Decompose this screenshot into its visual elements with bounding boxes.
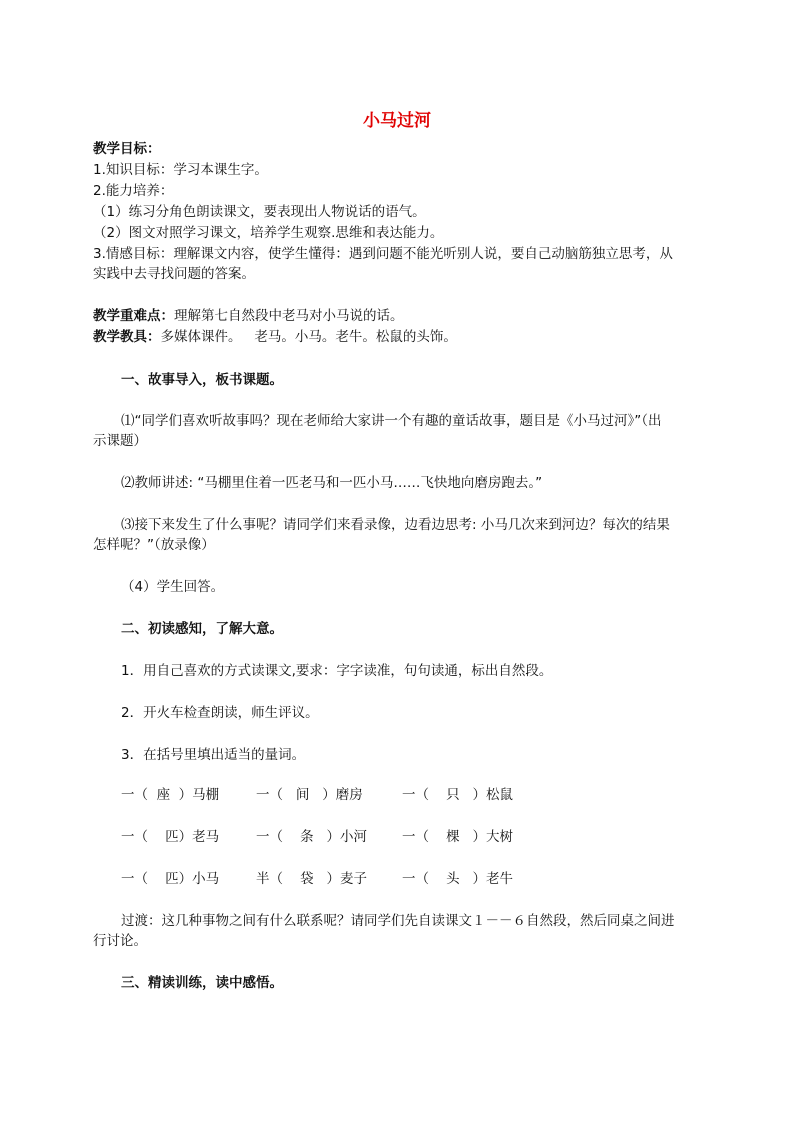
section-2-heading: 二、初读感知，了解大意。 (121, 621, 283, 637)
page-title: 小马过河 (363, 111, 431, 131)
key-points-text: 理解第七自然段中老马对小马说的话。 (174, 308, 404, 324)
key-points-label: 教学重难点： (93, 308, 174, 324)
goal-ability-1: （1）练习分角色朗读课文，要表现出人物说话的语气。 (93, 204, 426, 220)
measure-cell: 一（ 间 ）磨房 (256, 787, 363, 803)
section-2-item-1: 1．用自己喜欢的方式读课文,要求：字字读准，句句读通，标出自然段。 (121, 663, 553, 679)
measure-cell: 一（ 棵 ）大树 (402, 829, 514, 845)
transition-line2: 行讨论。 (93, 933, 147, 949)
teaching-tools-label: 教学教具： (93, 329, 161, 345)
measure-cell: 一（ 只 ）松鼠 (402, 787, 514, 803)
measure-cell: 一（ 座 ）马棚 (121, 787, 220, 803)
key-points (93, 306, 404, 326)
measure-cell: 一（ 匹）小马 (121, 871, 220, 887)
measure-cell: 一（ 匹）老马 (121, 829, 220, 845)
measure-cell: 一（ 头 ）老牛 (402, 871, 514, 887)
goal-ability-2: （2）图文对照学习课文，培养学生观察.思维和表达能力。 (93, 225, 444, 241)
goal-emotion-line1: 3.情感目标：理解课文内容，使学生懂得：遇到问题不能光听别人说，要自己动脑筋独立思考，从 (93, 246, 673, 262)
teaching-tools (93, 327, 457, 347)
goal-knowledge: 1.知识目标：学习本课生字。 (93, 162, 268, 178)
para-1-line1: ⑴“同学们喜欢听故事吗？现在老师给大家讲一个有趣的童话故事，题目是《小马过河》”（出 (121, 413, 662, 429)
measure-cell: 半（ 袋 ）麦子 (256, 871, 368, 887)
transition-line1: 过渡：这几种事物之间有什么联系呢？请同学们先自读课文１－－６自然段，然后同桌之间进 (121, 913, 675, 929)
para-1-line2: 示课题） (93, 433, 147, 449)
para-2: ⑵教师讲述: “马棚里住着一匹老马和一匹小马……飞快地向磨房跑去。” (121, 475, 543, 491)
para-3-line1: ⑶接下来发生了什么事呢？请同学们来看录像，边看边思考: 小马几次来到河边？每次的结果 (121, 517, 670, 533)
section-1-heading: 一、故事导入，板书课题。 (121, 372, 283, 388)
goals-heading: 教学目标： (93, 141, 161, 157)
section-2-item-2: 2．开火车检查朗读，师生评议。 (121, 705, 319, 721)
teaching-tools-text: 多媒体课件。 老马。小马。老牛。松鼠的头饰。 (160, 329, 457, 345)
para-3-line2: 怎样呢？”（放录像） (93, 537, 215, 553)
goal-emotion-line2: 实践中去寻找问题的答案。 (93, 266, 255, 282)
measure-cell: 一（ 条 ）小河 (256, 829, 368, 845)
para-4: （4）学生回答。 (121, 579, 225, 595)
goal-ability: 2.能力培养： (93, 183, 174, 199)
section-3-heading: 三、精读训练，读中感悟。 (121, 975, 283, 991)
section-2-item-3: 3．在括号里填出适当的量词。 (121, 747, 306, 763)
